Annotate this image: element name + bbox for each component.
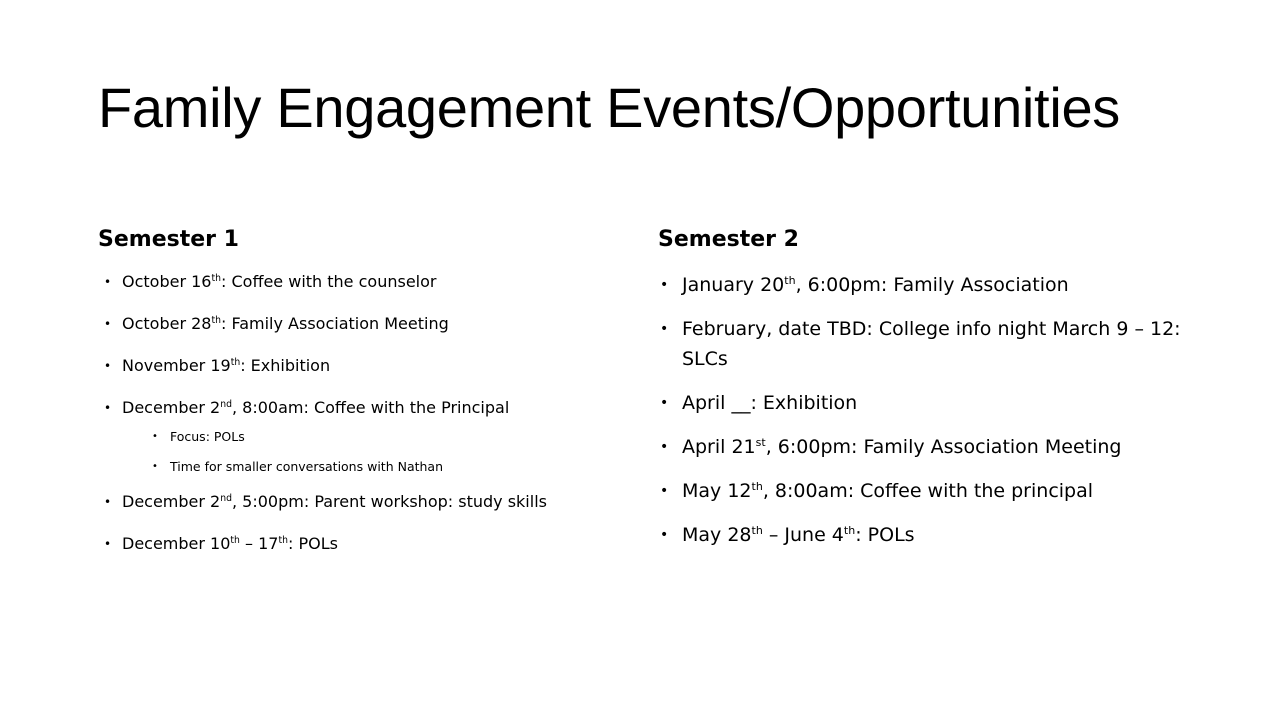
bullet-icon: •: [660, 527, 669, 543]
bullet-icon: •: [660, 483, 669, 499]
semester-1-list: [104, 270, 612, 574]
list-item: • May 28th – June 4th: POLs: [682, 520, 1182, 550]
slide-title: Family Engagement Events/Opportunities: [98, 76, 1121, 139]
list-item: • October 16th: Coffee with the counselor: [122, 270, 612, 294]
bullet-icon: •: [660, 321, 669, 337]
list-item: • April __: Exhibition: [682, 388, 1182, 418]
list-item: • May 12th, 8:00am: Coffee with the principal: [682, 476, 1182, 506]
list-item: • December 2nd, 5:00pm: Parent workshop: study skills: [122, 490, 612, 514]
list-item: • December 2nd, 8:00am: Coffee with the Principal • Focus: POLs • Time for smaller conversations with Nathan: [122, 396, 612, 476]
list-item: • November 19th: Exhibition: [122, 354, 612, 378]
bullet-icon: •: [104, 275, 112, 289]
bullet-icon: •: [660, 395, 669, 411]
bullet-icon: •: [104, 401, 112, 415]
bullet-icon: •: [104, 359, 112, 373]
bullet-icon: •: [104, 495, 112, 509]
list-item: • February, date TBD: College info night March 9 – 12: SLCs: [682, 314, 1182, 374]
bullet-icon: •: [152, 461, 158, 472]
semester-2-list: [660, 270, 1182, 564]
sub-list-item: • Time for smaller conversations with Nathan: [152, 459, 444, 474]
bullet-icon: •: [104, 317, 112, 331]
bullet-icon: •: [660, 439, 669, 455]
bullet-icon: •: [660, 277, 669, 293]
bullet-icon: •: [104, 537, 112, 551]
sub-list-item: • Focus: POLs: [152, 429, 245, 444]
list-item: • January 20th, 6:00pm: Family Association: [682, 270, 1182, 300]
semester-1-heading: Semester 1: [98, 227, 239, 252]
list-item: • April 21st, 6:00pm: Family Association Meeting: [682, 432, 1182, 462]
sub-list: [122, 428, 612, 476]
semester-2-heading: Semester 2: [658, 227, 799, 252]
bullet-icon: •: [152, 431, 158, 442]
list-item: • October 28th: Family Association Meeting: [122, 312, 612, 336]
list-item: • December 10th – 17th: POLs: [122, 532, 612, 556]
